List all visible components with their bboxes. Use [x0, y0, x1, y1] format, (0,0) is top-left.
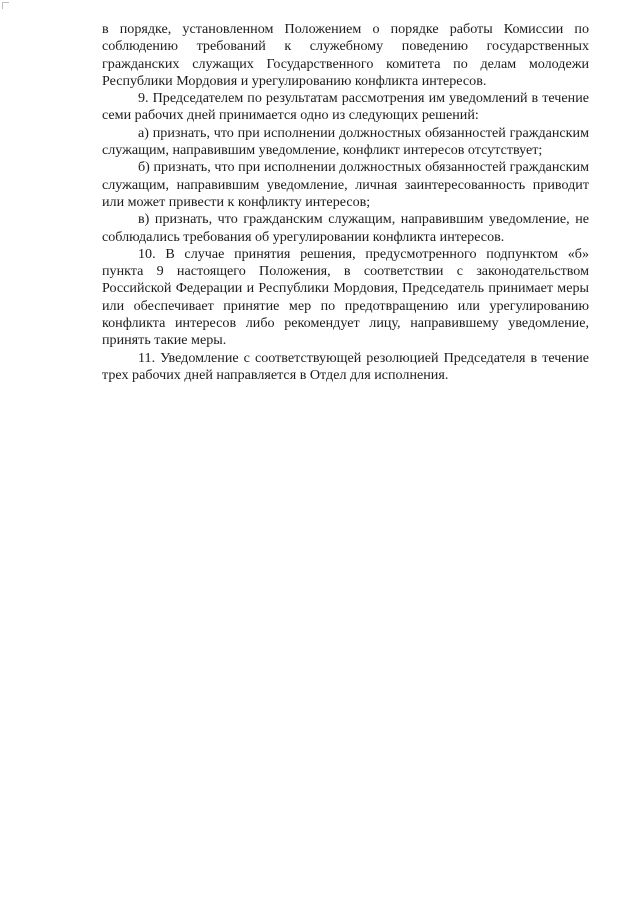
paragraph-subitem-a: а) признать, что при исполнении должностных обязанностей гражданским служащим, направившим уведомление, конфликт интересов отсутствует;: [102, 124, 589, 159]
paragraph-item-10: 10. В случае принятия решения, предусмотренного подпунктом «б» пункта 9 настоящего Положения, в соответствии с законодательством Российской Федерации и Республики Мордовия, Председатель принимает меры или обеспечивает принятие мер по предотвращению или урегулированию конфликта интересов либо рекомендует лицу, направившему уведомление, принять такие меры.: [102, 245, 589, 349]
paragraph-subitem-v: в) признать, что гражданским служащим, направившим уведомление, не соблюдались требования об урегулировании конфликта интересов.: [102, 211, 589, 245]
document-body: [102, 21, 589, 384]
paragraph-item-9: 9. Председателем по результатам рассмотрения им уведомлений в течение семи рабочих дней принимается одно из следующих решений:: [102, 90, 589, 124]
paragraph-continuation: в порядке, установленном Положением о порядке работы Комиссии по соблюдению требований к служебному поведению государственных гражданских служащих Государственного комитета по делам молодежи Республики Мордовия и урегулированию конфликта интересов.: [102, 21, 589, 89]
scan-corner-mark: [2, 2, 9, 9]
paragraph-subitem-b: б) признать, что при исполнении должностных обязанностей гражданским служащим, направившим уведомление, личная заинтересованность приводит или может привести к конфликту интересов;: [102, 159, 589, 210]
paragraph-item-11: 11. Уведомление с соответствующей резолюцией Председателя в течение трех рабочих дней направляется в Отдел для исполнения.: [102, 349, 589, 383]
